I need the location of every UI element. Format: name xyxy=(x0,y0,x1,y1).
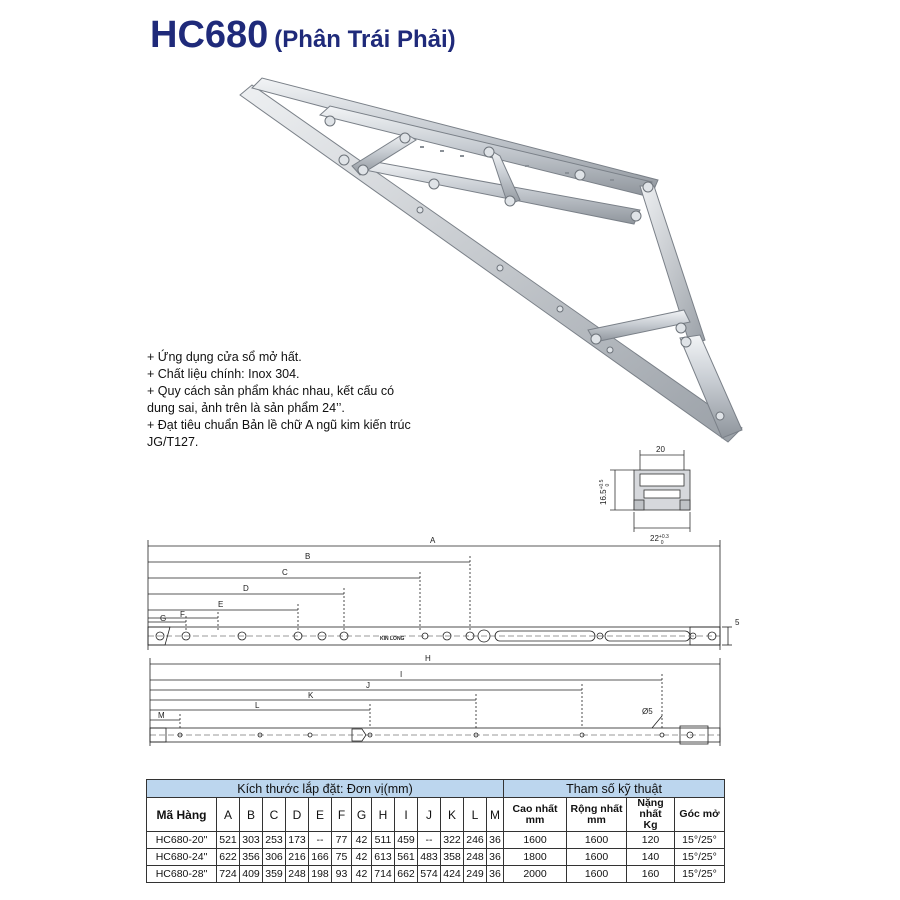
cell: -- xyxy=(418,832,441,849)
hole-diameter-label: Ø5 xyxy=(642,707,653,716)
cell: 36 xyxy=(487,849,504,866)
profile-height: 16.5 xyxy=(599,489,608,505)
cell: 93 xyxy=(332,866,352,883)
col-letter: K xyxy=(441,798,464,832)
table-group-tech: Tham số kỹ thuật xyxy=(504,780,725,798)
profile-width-bottom-tol-upper: +0.3 xyxy=(658,534,669,540)
col-letter: J xyxy=(418,798,441,832)
profile-width-bottom-tol-lower: 0 xyxy=(660,540,664,546)
col-max-weight xyxy=(627,798,675,832)
feature-line: + Ứng dụng cửa sổ mở hất. xyxy=(147,350,302,364)
cell: 356 xyxy=(240,849,263,866)
profile-height-label xyxy=(599,479,611,505)
cell: 561 xyxy=(395,849,418,866)
cell-model: HC680-20" xyxy=(147,832,217,849)
cell: 216 xyxy=(286,849,309,866)
cell: 42 xyxy=(352,832,372,849)
cell: 359 xyxy=(263,866,286,883)
dim-label-e: E xyxy=(218,600,224,609)
cell: 1600 xyxy=(567,832,627,849)
cell: 306 xyxy=(263,849,286,866)
col-letter: B xyxy=(240,798,263,832)
cell: 521 xyxy=(217,832,240,849)
top-bar-drawing xyxy=(148,540,732,650)
profile-width-bottom-label xyxy=(650,534,669,546)
profile-width-top: 20 xyxy=(656,445,665,454)
svg-text:16.5+0.50 xyxy=(599,479,611,505)
feature-line: JG/T127. xyxy=(147,435,199,449)
col-max-weight-label: Nặng nhất xyxy=(637,797,664,820)
cell-model: HC680-24" xyxy=(147,849,217,866)
cell: 160 xyxy=(627,866,675,883)
col-letter: E xyxy=(309,798,332,832)
col-letter: H xyxy=(372,798,395,832)
cell: 140 xyxy=(627,849,675,866)
col-max-width-label: Rộng nhất xyxy=(570,802,623,815)
col-model: Mã Hàng xyxy=(147,798,217,832)
cell: 724 xyxy=(217,866,240,883)
col-max-width xyxy=(567,798,627,832)
cell: 36 xyxy=(487,866,504,883)
cell: 574 xyxy=(418,866,441,883)
bar-brand-label: KIN LONG xyxy=(380,636,405,642)
top-side-dim: 5 xyxy=(735,618,740,627)
col-letter: D xyxy=(286,798,309,832)
feature-list xyxy=(147,349,447,451)
spec-table xyxy=(146,779,725,883)
cell: 42 xyxy=(352,849,372,866)
cell-model: HC680-28" xyxy=(147,866,217,883)
col-letter: M xyxy=(487,798,504,832)
cell: 15°/25° xyxy=(675,832,725,849)
cell: 1800 xyxy=(504,849,567,866)
dim-label-l: L xyxy=(255,701,260,710)
dim-label-m: M xyxy=(158,711,165,720)
cell: 15°/25° xyxy=(675,849,725,866)
cell: 75 xyxy=(332,849,352,866)
cell: 511 xyxy=(372,832,395,849)
cell: 248 xyxy=(286,866,309,883)
cell: 120 xyxy=(627,832,675,849)
bottom-bar-drawing xyxy=(150,658,720,746)
cell: 1600 xyxy=(504,832,567,849)
cell: 246 xyxy=(464,832,487,849)
cell: 622 xyxy=(217,849,240,866)
table-header-row xyxy=(147,798,725,832)
dim-label-d: D xyxy=(243,584,249,593)
col-letter: L xyxy=(464,798,487,832)
profile-height-tol-upper: +0.5 xyxy=(599,479,605,490)
cell: 613 xyxy=(372,849,395,866)
cell: 662 xyxy=(395,866,418,883)
col-opening-angle: Góc mở xyxy=(675,798,725,832)
feature-line: dung sai, ảnh trên là sản phẩm 24’’. xyxy=(147,401,345,415)
dim-label-a: A xyxy=(430,536,436,545)
cell: 358 xyxy=(441,849,464,866)
dim-label-k: K xyxy=(308,691,314,700)
profile-height-tol-lower: 0 xyxy=(605,483,611,487)
cell: 253 xyxy=(263,832,286,849)
feature-line: + Quy cách sản phẩm khác nhau, kết cấu có xyxy=(147,384,395,398)
cell: 303 xyxy=(240,832,263,849)
dim-label-h: H xyxy=(425,654,431,663)
table-group-install: Kích thước lắp đặt: Đơn vị(mm) xyxy=(147,780,504,798)
cell: 2000 xyxy=(504,866,567,883)
cell: 322 xyxy=(441,832,464,849)
col-max-height-unit: mm xyxy=(525,813,545,826)
cell: 166 xyxy=(309,849,332,866)
col-letter: F xyxy=(332,798,352,832)
cell: 173 xyxy=(286,832,309,849)
profile-width-bottom: 22 xyxy=(650,534,659,543)
cell: 459 xyxy=(395,832,418,849)
model-name: HC680 xyxy=(150,14,269,56)
cell: 1600 xyxy=(567,849,627,866)
dim-label-c: C xyxy=(282,568,288,577)
col-max-width-unit: mm xyxy=(587,813,606,826)
cell: 15°/25° xyxy=(675,866,725,883)
cell: 714 xyxy=(372,866,395,883)
cell: -- xyxy=(309,832,332,849)
cell: 198 xyxy=(309,866,332,883)
cell: 42 xyxy=(352,866,372,883)
feature-line: + Đạt tiêu chuẩn Bản lề chữ A ngũ kim kiến trúc xyxy=(147,418,411,432)
cell: 483 xyxy=(418,849,441,866)
table-row xyxy=(147,832,725,849)
col-letter: C xyxy=(263,798,286,832)
cell: 248 xyxy=(464,849,487,866)
cell: 36 xyxy=(487,832,504,849)
col-letter: I xyxy=(395,798,418,832)
dim-label-i: I xyxy=(400,670,403,679)
cell: 77 xyxy=(332,832,352,849)
cell: 424 xyxy=(441,866,464,883)
model-subtitle: (Phân Trái Phải) xyxy=(274,26,456,53)
col-max-height-label: Cao nhất xyxy=(512,802,558,815)
cell: 249 xyxy=(464,866,487,883)
profile-section xyxy=(610,450,690,532)
cell: 1600 xyxy=(567,866,627,883)
feature-line: + Chất liệu chính: Inox 304. xyxy=(147,367,300,381)
dim-label-j: J xyxy=(366,681,370,690)
col-max-weight-unit: Kg xyxy=(643,819,658,831)
table-row xyxy=(147,849,725,866)
cell: 409 xyxy=(240,866,263,883)
dim-label-f: F xyxy=(180,610,185,619)
dim-label-b: B xyxy=(305,552,311,561)
col-letter: A xyxy=(217,798,240,832)
dim-label-g: G xyxy=(160,614,167,623)
col-max-height xyxy=(504,798,567,832)
table-row xyxy=(147,866,725,883)
col-letter: G xyxy=(352,798,372,832)
